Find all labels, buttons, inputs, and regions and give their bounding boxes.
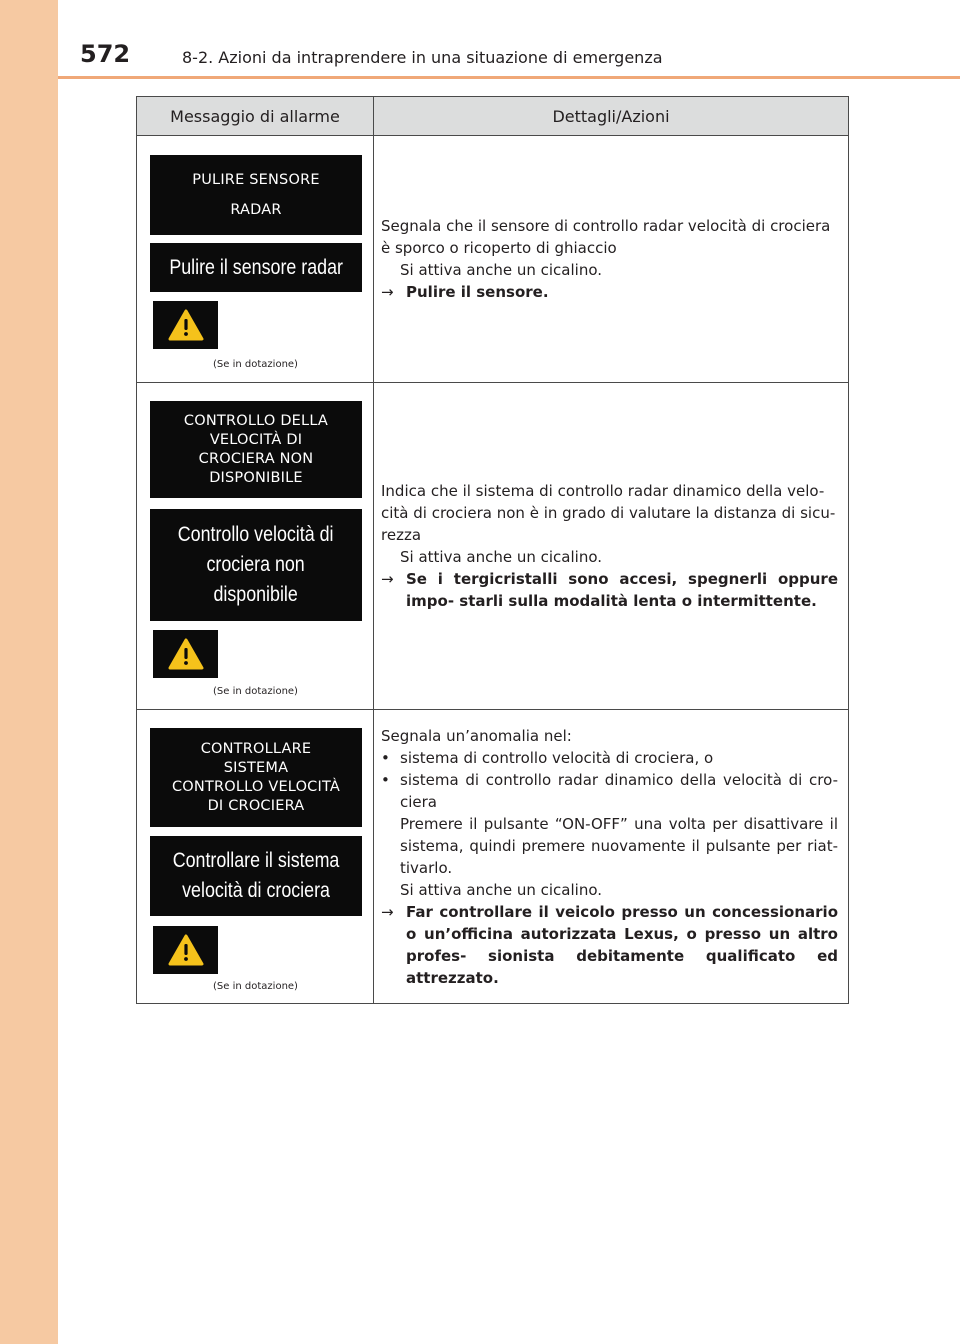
warning-light	[153, 301, 218, 349]
warning-triangle-icon	[168, 309, 204, 341]
display-message-uppercase: CONTROLLO DELLA VELOCITÀ DI CROCIERA NON DISPONIBILE	[150, 401, 362, 498]
message-cell	[137, 710, 374, 1004]
display-message-mixedcase: Pulire il sensore radar	[150, 243, 362, 292]
bullet-icon: •	[381, 770, 390, 789]
fitted-note: (Se in dotazione)	[213, 359, 298, 370]
warning-light	[153, 926, 218, 974]
detail-text: Indica che il sistema di controllo radar dinamico della velo-	[381, 482, 825, 500]
page-number: 572	[80, 40, 131, 68]
bullet-text: sistema di controllo velocità di crociera, o	[400, 748, 714, 767]
table-row	[137, 136, 849, 383]
details-cell	[374, 710, 849, 1004]
display-message-mixedcase: Controllare il sistema velocità di crociera	[150, 836, 362, 916]
arrow-icon: →	[381, 570, 394, 588]
detail-text: cità di crociera non è in grado di valutare la distanza di sicu-	[381, 504, 836, 522]
press-instruction: Premere il pulsante “ON-OFF” una volta per disattivare il sistema, quindi premere nuovamente il pulsante per riat- tivarlo.	[400, 814, 838, 877]
buzzer-note: Si attiva anche un cicalino.	[400, 261, 603, 279]
bullet-icon: •	[381, 748, 390, 767]
action-line	[381, 901, 838, 989]
message-cell	[137, 136, 374, 383]
action-text: Far controllare il veicolo presso un concessionario o un’officina autorizzata Lexus, o presso un altro profes- sionista debitamente qualificato ed attrezzato.	[406, 902, 838, 987]
detail-text: Segnala che il sensore di controllo radar velocità di crociera	[381, 217, 831, 235]
message-cell	[137, 383, 374, 710]
alarm-message-table	[136, 96, 849, 1004]
column-header-details: Dettagli/Azioni	[374, 97, 849, 136]
display-message-mixedcase: Controllo velocità di crociera non disponibile	[150, 509, 362, 621]
arrow-icon: →	[381, 283, 394, 301]
arrow-icon: →	[381, 902, 394, 921]
header-rule	[58, 76, 960, 79]
buzzer-note: Si attiva anche un cicalino.	[400, 548, 603, 566]
details-cell	[374, 383, 849, 710]
details-cell	[374, 136, 849, 383]
table-header-row	[137, 97, 849, 136]
bullet-item	[381, 769, 838, 813]
action-text: Se i tergicristalli sono accesi, spegnerli oppure impo- starli sulla modalità lenta o intermittente.	[406, 570, 838, 610]
action-line	[381, 568, 838, 612]
display-message-uppercase: CONTROLLARE SISTEMA CONTROLLO VELOCITÀ DI CROCIERA	[150, 728, 362, 827]
detail-text: Segnala un’anomalia nel:	[381, 726, 572, 745]
buzzer-note: Si attiva anche un cicalino.	[400, 880, 603, 899]
table-row	[137, 710, 849, 1004]
fitted-note: (Se in dotazione)	[213, 981, 298, 992]
fitted-note: (Se in dotazione)	[213, 686, 298, 697]
warning-light	[153, 630, 218, 678]
action-text: Pulire il sensore.	[406, 283, 549, 301]
table-row	[137, 383, 849, 710]
section-title: 8-2. Azioni da intraprendere in una situazione di emergenza	[182, 48, 663, 67]
action-line	[381, 281, 838, 303]
bullet-text: sistema di controllo radar dinamico della velocità di cro- ciera	[400, 770, 838, 811]
detail-text: rezza	[381, 526, 422, 544]
warning-triangle-icon	[168, 934, 204, 966]
side-color-band	[0, 0, 58, 1344]
display-message-uppercase: PULIRE SENSORE RADAR	[150, 155, 362, 235]
warning-triangle-icon	[168, 638, 204, 670]
bullet-item	[381, 747, 838, 769]
column-header-message: Messaggio di allarme	[137, 97, 374, 136]
detail-text: è sporco o ricoperto di ghiaccio	[381, 239, 617, 257]
